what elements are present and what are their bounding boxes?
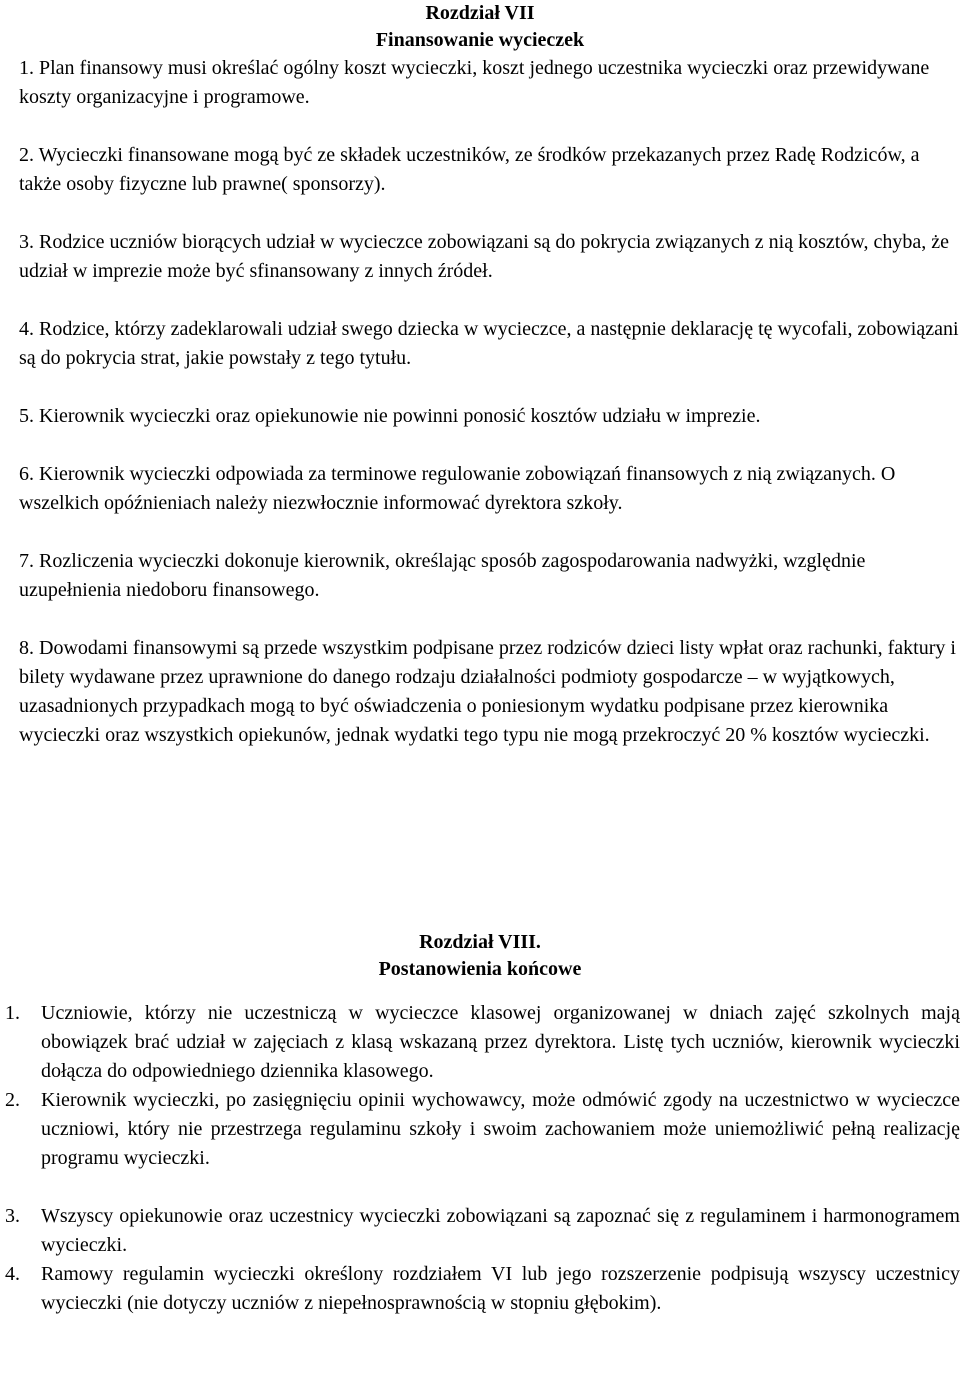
chapter-7-subtitle: Finansowanie wycieczek bbox=[375, 29, 585, 51]
list-item bbox=[0, 1086, 960, 1173]
list-item bbox=[0, 1202, 960, 1260]
chapter-8-section bbox=[0, 929, 960, 1318]
chapter-7-paragraph-1: 1. Plan finansowy musi określać ogólny koszt wycieczki, koszt jednego uczestnika wycieczki oraz przewidywane koszty organizacyjne i programowe. bbox=[19, 57, 930, 108]
list-item-text: Uczniowie, którzy nie uczestniczą w wycieczce klasowej organizowanej w dniach zajęć szkolnych mają obowiązek brać udział w zajęciach z klasą wskazaną przez dyrektora. Listę tych uczniów, kierownik wycieczki dołącza do odpowiedniego dziennika klasowego. bbox=[41, 1002, 960, 1082]
list-item bbox=[0, 1260, 960, 1318]
final-provisions-list bbox=[0, 999, 960, 1318]
list-item-number: 2. bbox=[5, 1089, 20, 1111]
chapter-7-paragraph-3: 3. Rodzice uczniów biorących udział w wycieczce zobowiązani są do pokrycia związanych z nią kosztów, chyba, że udział w imprezie może być sfinansowany z innych źródeł. bbox=[19, 231, 949, 282]
chapter-7-paragraph-5: 5. Kierownik wycieczki oraz opiekunowie nie powinni ponosić kosztów udziału w imprezie. bbox=[19, 405, 761, 427]
chapter-7-paragraph-2: 2. Wycieczki finansowane mogą być ze składek uczestników, ze środków przekazanych przez Radę Rodziców, a także osoby fizyczne lub prawne( sponsorzy). bbox=[19, 144, 920, 195]
chapter-7-paragraph-4: 4. Rodzice, którzy zadeklarowali udział swego dziecka w wycieczce, a następnie deklarację tę wycofali, zobowiązani są do pokrycia strat, jakie powstały z tego tytułu. bbox=[19, 318, 959, 369]
chapter-7-paragraph-6: 6. Kierownik wycieczki odpowiada za terminowe regulowanie zobowiązań finansowych z nią związanych. O wszelkich opóźnieniach należy niezwłocznie informować dyrektora szkoły. bbox=[19, 463, 896, 514]
chapter-8-title: Rozdział VIII. bbox=[419, 931, 541, 953]
list-item-text: Kierownik wycieczki, po zasięgnięciu opinii wychowawcy, może odmówić zgody na uczestnictwo w wycieczce uczniowi, który nie przestrzega regulaminu szkoły i swoim zachowaniem może uniemożliwić pełną realizację programu wycieczki. bbox=[41, 1089, 960, 1169]
chapter-7-paragraph-8: 8. Dowodami finansowymi są przede wszystkim podpisane przez rodziców dzieci listy wpłat oraz rachunki, faktury i bilety wydawane przez uprawnione do danego rodzaju działalności podmioty gospodarcze – w wyjątkowych, uzasadnionych przypadkach mogą to być oświadczenia o poniesionym wydatku podpisane przez kierownika wycieczki oraz wszystkich opiekunów, jednak wydatki tego typu nie mogą przekroczyć 20 % kosztów wycieczki. bbox=[19, 637, 956, 746]
chapter-7-paragraph-7: 7. Rozliczenia wycieczki dokonuje kierownik, określając sposób zagospodarowania nadwyżki, względnie uzupełnienia niedoboru finansowego. bbox=[19, 550, 866, 601]
list-item-number: 4. bbox=[5, 1263, 20, 1285]
list-item-text: Wszyscy opiekunowie oraz uczestnicy wycieczki zobowiązani są zapoznać się z regulaminem i harmonogramem wycieczki. bbox=[41, 1205, 960, 1256]
list-item-text: Ramowy regulamin wycieczki określony rozdziałem VI lub jego rozszerzenie podpisują wszyscy uczestnicy wycieczki (nie dotyczy uczniów z niepełnosprawnością w stopniu głębokim). bbox=[41, 1263, 960, 1314]
chapter-7-title: Rozdział VII bbox=[425, 2, 535, 24]
chapter-8-subtitle: Postanowienia końcowe bbox=[378, 958, 582, 980]
list-item bbox=[0, 999, 960, 1086]
list-item-number: 1. bbox=[5, 1002, 20, 1024]
list-item-number: 3. bbox=[5, 1205, 20, 1227]
